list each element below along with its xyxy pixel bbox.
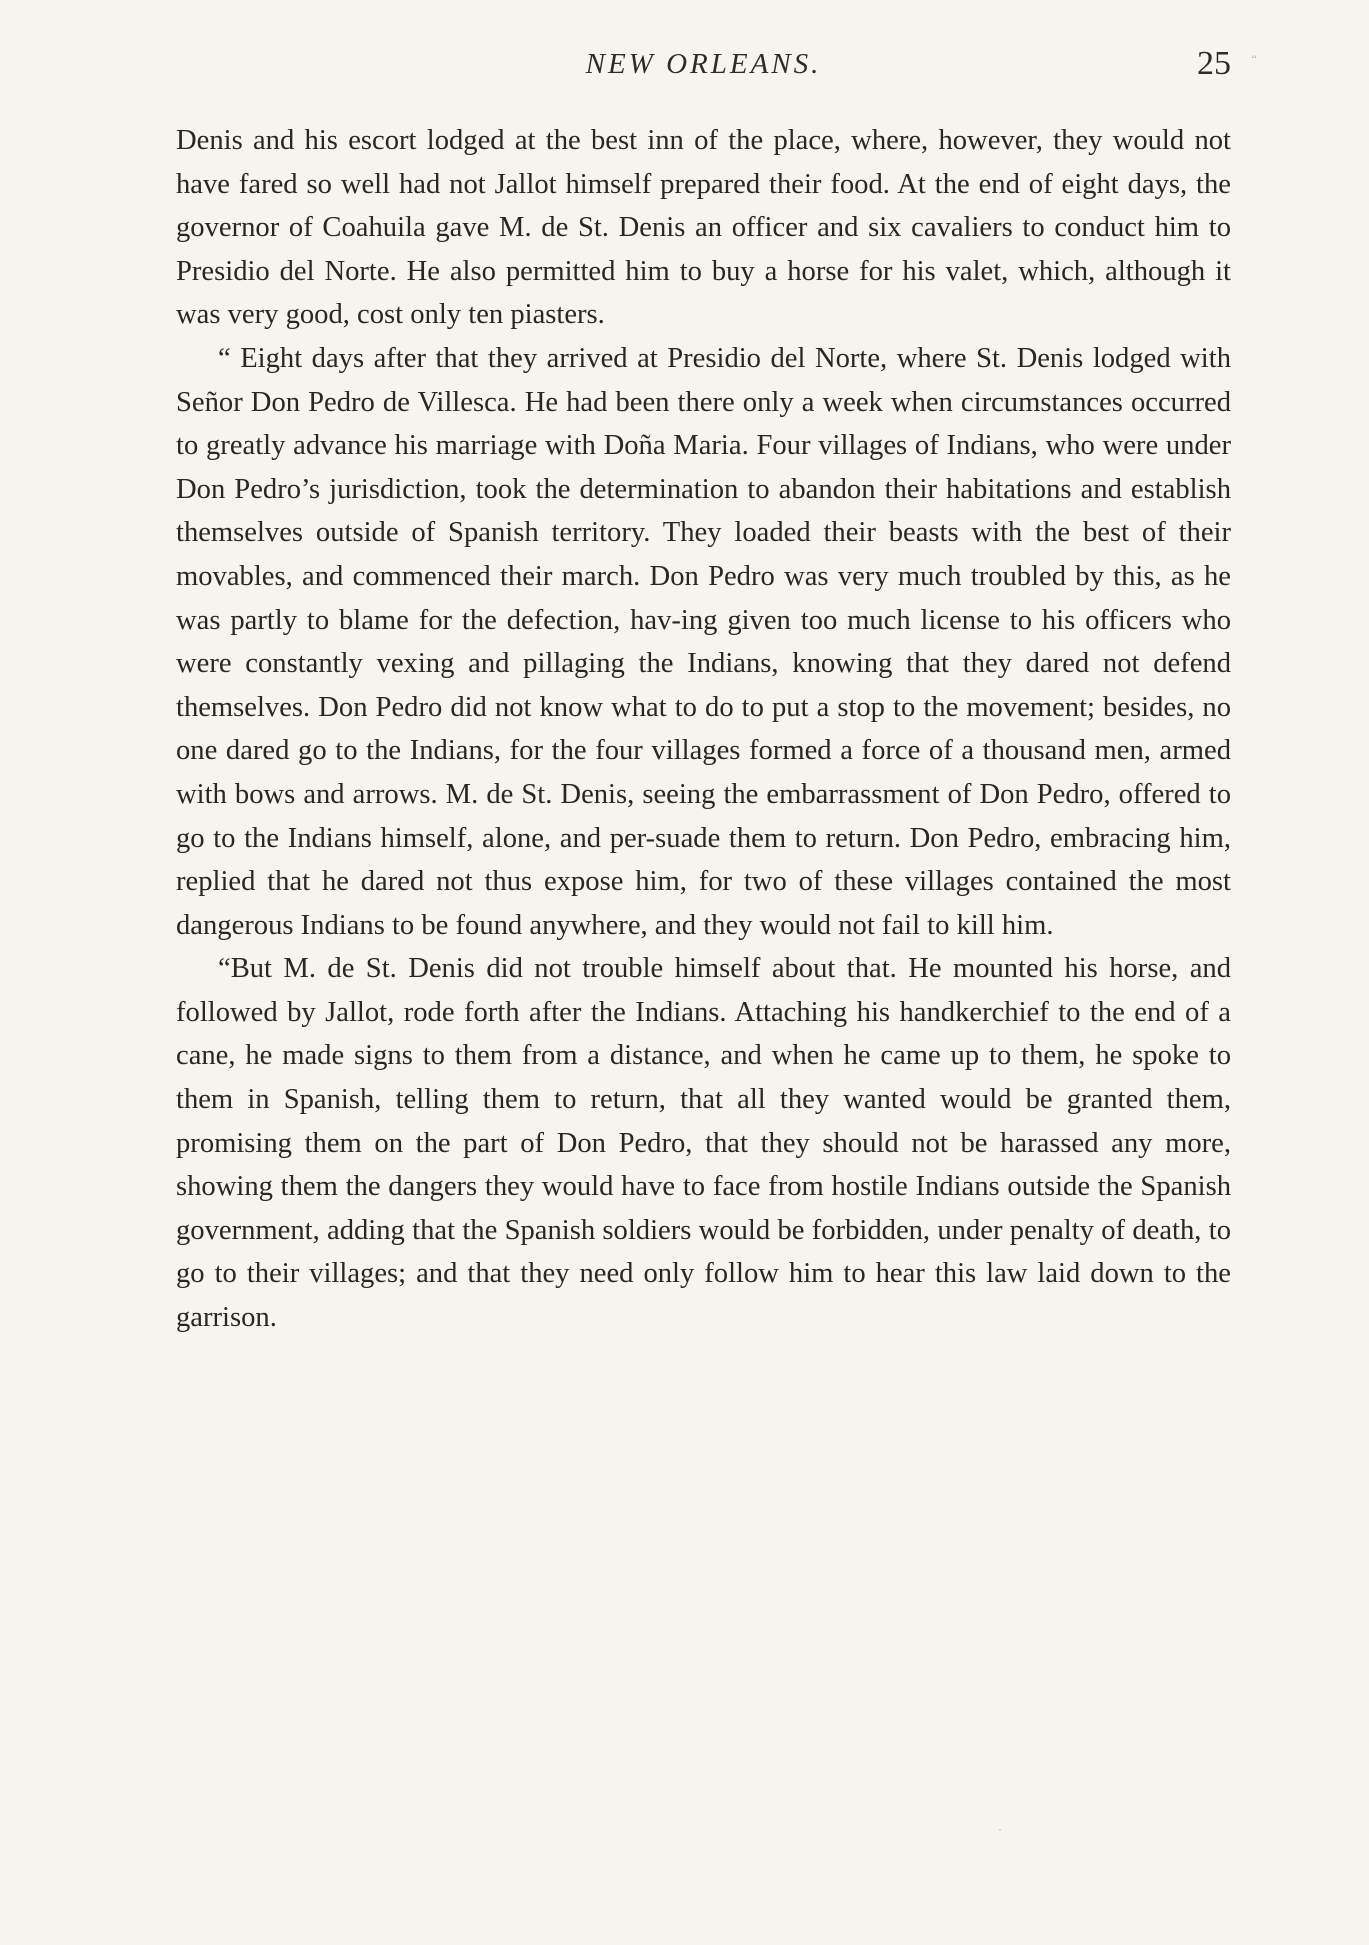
paragraph-quote-1: “ Eight days after that they arrived at Presidio del Norte, where St. Denis lodged with Señor Don Pedro de Villesca. He had been there only a week when circumstances occurred to greatly advance his marriage with Doña Maria. Four villages of Indians, who were under Don Pedro’s jurisdiction, took the determination to abandon their habitations and establish themselves outside of Spanish territory. They loaded their beasts with the best of their movables, and commenced their march. Don Pedro was very much troubled by this, as he was partly to blame for the defection, hav-ing given too much license to his officers who were constantly vexing and pillaging the Indians, knowing that they dared not defend themselves. Don Pedro did not know what to do to put a stop to the movement; besides, no one dared go to the Indians, for the four villages formed a force of a thousand men, armed with bows and arrows. M. de St. Denis, seeing the embarrassment of Don Pedro, offered to go to the Indians himself, alone, and per-suade them to return. Don Pedro, embracing him, replied that he dared not thus expose him, for two of these villages contained the most dangerous Indians to be found anywhere, and they would not fail to kill him. bbox=[176, 342, 1231, 941]
body-text bbox=[176, 119, 1231, 1340]
running-title: NEW ORLEANS. bbox=[585, 48, 822, 80]
corner-mark: “ bbox=[1251, 52, 1257, 66]
paragraph-quote-2: “But M. de St. Denis did not trouble himself about that. He mounted his horse, and followed by Jallot, rode forth after the Indians. Attaching his handkerchief to the end of a cane, he made signs to them from a distance, and when he came up to them, he spoke to them in Spanish, telling them to return, that all they wanted would be granted them, promising them on the part of Don Pedro, that they should not be harassed any more, showing them the dangers they would have to face from hostile Indians outside the Spanish government, adding that the Spanish soldiers would be forbidden, under penalty of death, to go to their villages; and that they need only follow him to hear this law laid down to the garrison. bbox=[176, 953, 1231, 1334]
paper-speck bbox=[999, 1829, 1001, 1831]
paragraph-continued: Denis and his escort lodged at the best inn of the place, where, however, they would not have fared so well had not Jallot himself prepared their food. At the end of eight days, the governor of Coahuila gave M. de St. Denis an officer and six cavaliers to conduct him to Presidio del Norte. He also permitted him to buy a horse for his valet, which, although it was very good, cost only ten piasters. bbox=[176, 125, 1231, 331]
page-number: 25 bbox=[1197, 45, 1231, 82]
running-head bbox=[176, 42, 1257, 86]
